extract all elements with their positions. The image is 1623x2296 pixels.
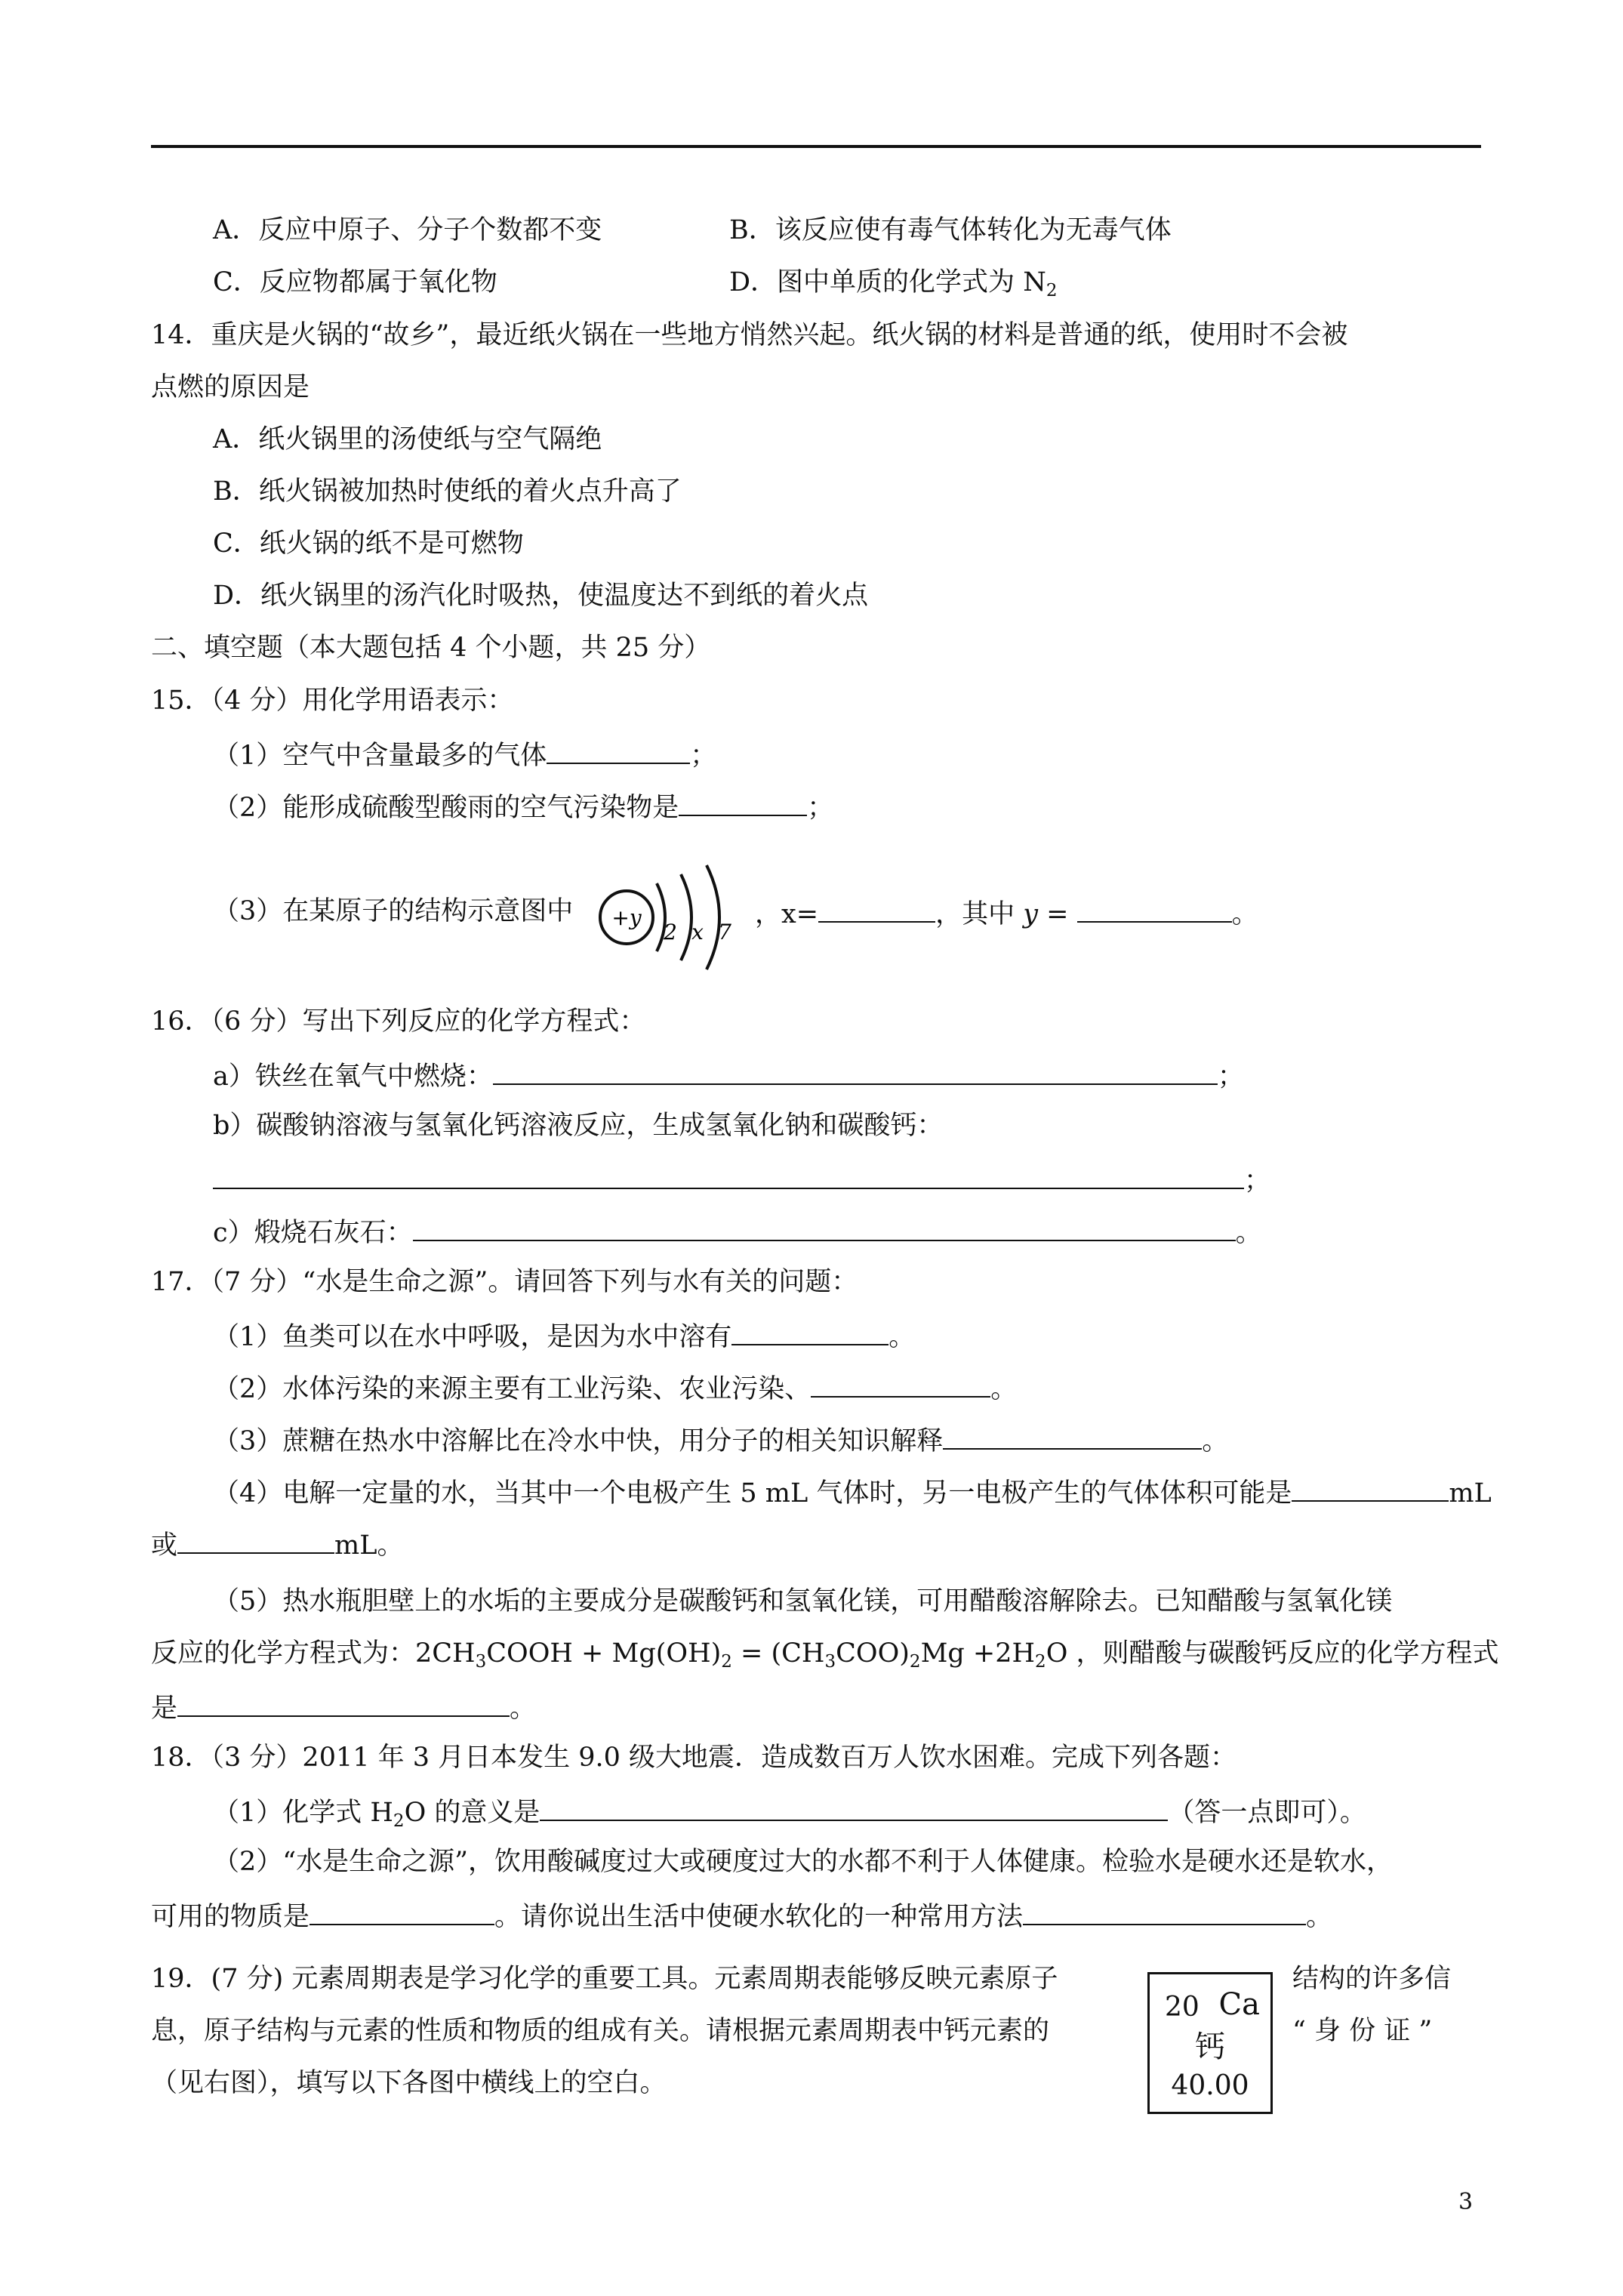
- q18-part2-line1: （2）“水是生命之源”，饮用酸碱度过大或硬度过大的水都不利于人体健康。检验水是硬水还是软水，: [213, 1847, 1394, 1877]
- q13-option-b: B．该反应使有毒气体转化为无毒气体: [729, 215, 1172, 245]
- q16-part-c: c）煅烧石灰石： 。: [213, 1218, 1262, 1248]
- q15-stem: 15．（4 分）用化学用语表示：: [151, 686, 514, 716]
- answer-blank[interactable]: [310, 1901, 494, 1925]
- answer-blank[interactable]: [811, 1373, 990, 1398]
- q19-line2-right: “ 身 份 证 ”: [1292, 2016, 1433, 2046]
- q17-part3: （3）蔗糖在热水中溶解比在冷水中快，用分子的相关知识解释 。: [213, 1426, 1229, 1456]
- q14-option-a: A．纸火锅里的汤使纸与空气隔绝: [213, 424, 602, 455]
- q19-line3: （见右图），填写以下各图中横线上的空白。: [151, 2068, 667, 2098]
- q14-stem-line1: 14．重庆是火锅的“故乡”，最近纸火锅在一些地方悄然兴起。纸火锅的材料是普通的纸，使用时不会被: [151, 320, 1348, 350]
- q13-option-c: C．反应物都属于氧化物: [213, 267, 497, 297]
- element-card-calcium: [1147, 1972, 1273, 2114]
- q15-part1: （1）空气中含量最多的气体 ；: [213, 741, 717, 771]
- q18-part2-line2: 可用的物质是 。请你说出生活中使硬水软化的一种常用方法 。: [151, 1902, 1333, 1932]
- answer-blank[interactable]: [493, 1061, 1218, 1085]
- q17-part5-answer: 是 。: [151, 1693, 537, 1724]
- q17-part5-line1: （5）热水瓶胆壁上的水垢的主要成分是碳酸钙和氢氧化镁，可用醋酸溶解除去。已知醋酸与氢氧化镁: [213, 1586, 1393, 1616]
- atomic-number: 20: [1165, 1992, 1200, 2023]
- q17-part4-cont: 或 mL。: [151, 1530, 404, 1561]
- q17-stem: 17．（7 分）“水是生命之源”。请回答下列与水有关的问题：: [151, 1267, 858, 1297]
- answer-blank[interactable]: [731, 1321, 888, 1345]
- q14-option-d: D．纸火锅里的汤汽化时吸热，使温度达不到纸的着火点: [213, 581, 869, 611]
- answer-blank[interactable]: [818, 898, 935, 923]
- atom-structure-diagram: [596, 861, 747, 974]
- q19-line1: 19．(7 分) 元素周期表是学习化学的重要工具。元素周期表能够反映元素原子: [151, 1964, 1058, 1994]
- answer-blank[interactable]: [679, 792, 807, 816]
- q14-option-b: B．纸火锅被加热时使纸的着火点升高了: [213, 476, 682, 507]
- q17-part2: （2）水体污染的来源主要有工业污染、农业污染、 。: [213, 1374, 1018, 1404]
- answer-blank[interactable]: [1023, 1901, 1306, 1925]
- electron-shell-3: [707, 865, 719, 969]
- element-name: 钙: [1195, 2029, 1225, 2064]
- q17-part4: （4）电解一定量的水，当其中一个电极产生 5 mL 气体时，另一电极产生的气体体积可能是 mL: [213, 1478, 1492, 1509]
- header-rule: [151, 145, 1481, 148]
- q15-part3-tail: ，x= ，其中 y = 。: [755, 899, 1258, 929]
- answer-blank[interactable]: [413, 1217, 1236, 1241]
- q19-line1-right: 结构的许多信: [1292, 1964, 1452, 1994]
- q17-part1: （1）鱼类可以在水中呼吸，是因为水中溶有 。: [213, 1322, 916, 1352]
- q15-part2: （2）能形成硫酸型酸雨的空气污染物是 ；: [213, 793, 834, 823]
- shell2-electrons: x: [691, 920, 704, 945]
- answer-blank[interactable]: [1077, 898, 1232, 923]
- q17-part5-equation: 反应的化学方程式为：$2CH_3COOH + Mg(OH)_2 = (CH_3COO)_2Mg +2H_2O$ ，则醋酸与碳酸钙反应的化学方程式: [151, 1638, 1499, 1672]
- q18-part1: （1）化学式 $H_2O$ 的意义是 （答一点即可）。: [213, 1798, 1366, 1831]
- page-number: 3: [1458, 2189, 1474, 2215]
- section-heading: 二、填空题（本大题包括 4 个小题，共 25 分）: [151, 633, 711, 663]
- q16-stem: 16．（6 分）写出下列反应的化学方程式：: [151, 1006, 646, 1037]
- answer-blank[interactable]: [213, 1165, 1244, 1189]
- q18-stem: 18．（3 分）2011 年 3 月日本发生 9.0 级大地震．造成数百万人饮水困难。完成下列各题：: [151, 1743, 1237, 1773]
- q16-part-a: a）铁丝在氧气中燃烧： ；: [213, 1062, 1244, 1092]
- shell1-electrons: 2: [664, 920, 677, 945]
- answer-blank[interactable]: [547, 740, 690, 764]
- q14-stem-line2: 点燃的原因是: [151, 372, 310, 402]
- q16-part-b-answer: ；: [213, 1165, 1270, 1194]
- answer-blank[interactable]: [177, 1530, 334, 1554]
- electron-shell-2: [681, 874, 691, 960]
- q16-part-b: b）碳酸钠溶液与氢氧化钙溶液反应，生成氢氧化钠和碳酸钙：: [213, 1111, 944, 1141]
- q13-option-d: D．图中单质的化学式为 $N_2$: [729, 267, 1058, 300]
- q13-option-a: A．反应中原子、分子个数都不变: [213, 215, 602, 245]
- q14-option-c: C．纸火锅的纸不是可燃物: [213, 529, 524, 559]
- atomic-mass: 40.00: [1171, 2070, 1249, 2101]
- shell3-electrons: 7: [718, 920, 731, 945]
- q19-line2: 息，原子结构与元素的性质和物质的组成有关。请根据元素周期表中钙元素的: [151, 2016, 1050, 2046]
- answer-blank[interactable]: [943, 1425, 1202, 1450]
- answer-blank[interactable]: [177, 1693, 510, 1717]
- element-symbol: Ca: [1218, 1987, 1260, 2022]
- q15-part3-lead: （3）在某原子的结构示意图中: [213, 896, 574, 926]
- answer-blank[interactable]: [540, 1797, 1168, 1821]
- answer-blank[interactable]: [1292, 1478, 1449, 1502]
- nucleus-charge: +y: [611, 905, 642, 930]
